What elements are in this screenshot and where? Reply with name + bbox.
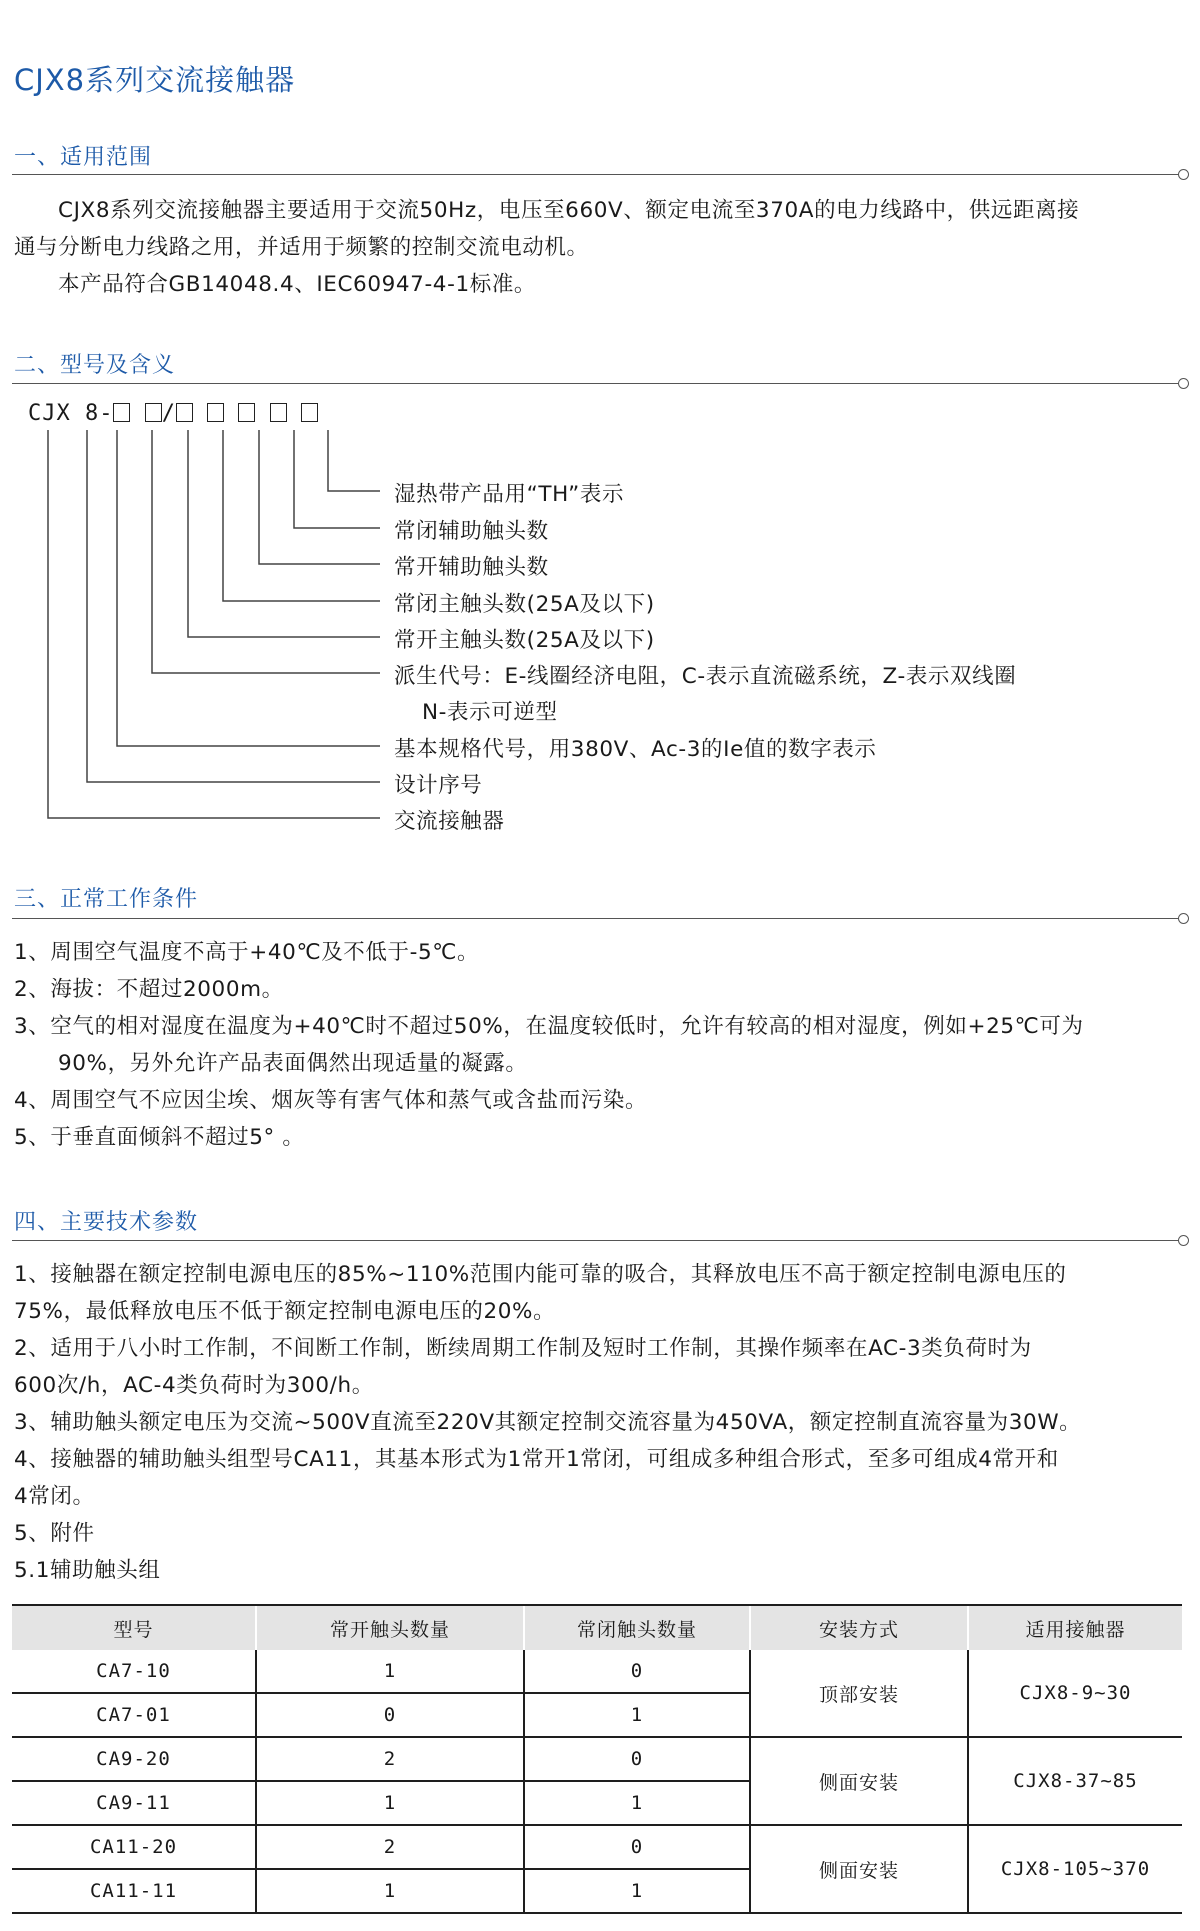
column-header: 常开触头数量	[256, 1605, 524, 1650]
code-meaning-label: 派生代号：E-线圈经济电阻，C-表示直流磁系统，Z-表示双线圈	[394, 664, 1017, 689]
page-title: CJX8系列交流接触器	[14, 63, 296, 97]
tech-param-line: 1、接触器在额定控制电源电压的85%~110%范围内能可靠的吸合，其释放电压不高于额定控制电源电压的	[14, 1262, 1067, 1287]
nc-count-cell: 1	[524, 1781, 750, 1825]
condition-item: 4、周围空气不应因尘埃、烟灰等有害气体和蒸气或含盐而污染。	[14, 1088, 648, 1113]
bracket-line	[294, 430, 380, 528]
bracket-line	[259, 430, 380, 564]
tech-param-line: 4常闭。	[14, 1484, 95, 1509]
divider-end-circle	[1178, 1235, 1189, 1246]
model-code-bracket-diagram	[0, 0, 1200, 850]
column-header: 适用接触器	[968, 1605, 1182, 1650]
nc-count-cell: 0	[524, 1650, 750, 1693]
condition-item: 90%，另外允许产品表面偶然出现适量的凝露。	[58, 1051, 528, 1076]
condition-item: 2、海拔：不超过2000m。	[14, 977, 284, 1002]
tech-param-line: 2、适用于八小时工作制，不间断工作制，断续周期工作制及短时工作制，其操作频率在AC-3类负荷时为	[14, 1336, 1032, 1361]
nc-count-cell: 1	[524, 1693, 750, 1737]
condition-item: 5、于垂直面倾斜不超过5° 。	[14, 1125, 305, 1150]
section-1-paragraph-line: CJX8系列交流接触器主要适用于交流50Hz，电压至660V、额定电流至370A的电力线路中，供远距离接	[58, 198, 1080, 223]
section-4-heading: 四、主要技术参数	[14, 1210, 199, 1235]
column-header: 常闭触头数量	[524, 1605, 750, 1650]
code-meaning-label: 交流接触器	[394, 809, 505, 834]
nc-count-cell: 0	[524, 1737, 750, 1781]
table-header-row	[12, 1605, 1182, 1650]
model-cell: CA7-01	[12, 1693, 256, 1737]
code-meaning-label: N-表示可逆型	[422, 700, 558, 725]
section-3-heading: 三、正常工作条件	[14, 887, 199, 912]
condition-item: 1、周围空气温度不高于+40℃及不低于-5℃。	[14, 940, 480, 965]
no-count-cell: 2	[256, 1825, 524, 1869]
table-row	[12, 1825, 1182, 1869]
no-count-cell: 2	[256, 1737, 524, 1781]
no-count-cell: 0	[256, 1693, 524, 1737]
bracket-line	[223, 430, 380, 601]
tech-param-line: 3、辅助触头额定电压为交流~500V直流至220V其额定控制交流容量为450VA，额定控制直流容量为30W。	[14, 1410, 1082, 1435]
no-count-cell: 1	[256, 1869, 524, 1913]
bracket-line	[48, 430, 380, 818]
model-code-prefix: CJX 8-	[28, 401, 114, 426]
bracket-line	[328, 430, 380, 491]
bracket-line	[117, 430, 380, 746]
tech-param-line: 5.1辅助触头组	[14, 1558, 161, 1583]
section-1-paragraph-line: 通与分断电力线路之用，并适用于频繁的控制交流电动机。	[14, 235, 589, 260]
nc-count-cell: 1	[524, 1869, 750, 1913]
mount-cell: 侧面安装	[750, 1737, 968, 1825]
tech-param-line: 75%，最低释放电压不低于额定控制电源电压的20%。	[14, 1299, 556, 1324]
tech-param-line: 5、附件	[14, 1521, 95, 1546]
code-meaning-label: 常闭辅助触头数	[394, 519, 549, 544]
code-meaning-label: 常闭主触头数(25A及以下)	[394, 592, 655, 617]
section-1-standard: 本产品符合GB14048.4、IEC60947-4-1标准。	[58, 272, 537, 297]
mount-cell: 顶部安装	[750, 1650, 968, 1737]
section-1-heading: 一、适用范围	[14, 145, 153, 170]
no-count-cell: 1	[256, 1781, 524, 1825]
bracket-line	[87, 430, 380, 782]
section-4-divider	[12, 1240, 1182, 1241]
code-meaning-label: 湿热带产品用“TH”表示	[394, 482, 625, 507]
model-code-slash: /	[161, 401, 176, 426]
code-meaning-label: 设计序号	[394, 773, 483, 798]
contactor-cell: CJX8-9~30	[968, 1650, 1182, 1737]
condition-item: 3、空气的相对湿度在温度为+40℃时不超过50%，在温度较低时，允许有较高的相对湿度，例如+25℃可为	[14, 1014, 1084, 1039]
model-cell: CA11-20	[12, 1825, 256, 1869]
model-cell: CA9-20	[12, 1737, 256, 1781]
code-meaning-label: 常开主触头数(25A及以下)	[394, 628, 655, 653]
mount-cell: 侧面安装	[750, 1825, 968, 1913]
divider-end-circle	[1178, 913, 1189, 924]
column-header: 安装方式	[750, 1605, 968, 1650]
no-count-cell: 1	[256, 1650, 524, 1693]
tech-param-line: 4、接触器的辅助触头组型号CA11，其基本形式为1常开1常闭，可组成多种组合形式，至多可组成4常开和	[14, 1447, 1059, 1472]
code-meaning-label: 基本规格代号，用380V、Ac-3的Ie值的数字表示	[394, 737, 877, 762]
bracket-line	[188, 430, 380, 637]
tech-param-line: 600次/h，AC-4类负荷时为300/h。	[14, 1373, 374, 1398]
nc-count-cell: 0	[524, 1825, 750, 1869]
model-cell: CA11-11	[12, 1869, 256, 1913]
auxiliary-contact-table	[12, 1604, 1182, 1914]
section-3-divider	[12, 918, 1182, 919]
model-cell: CA7-10	[12, 1650, 256, 1693]
code-meaning-label: 常开辅助触头数	[394, 555, 549, 580]
column-header: 型号	[12, 1605, 256, 1650]
table-row	[12, 1737, 1182, 1781]
model-cell: CA9-11	[12, 1781, 256, 1825]
table-row	[12, 1650, 1182, 1693]
contactor-cell: CJX8-105~370	[968, 1825, 1182, 1913]
contactor-cell: CJX8-37~85	[968, 1737, 1182, 1825]
section-2-heading: 二、型号及含义	[14, 353, 176, 378]
